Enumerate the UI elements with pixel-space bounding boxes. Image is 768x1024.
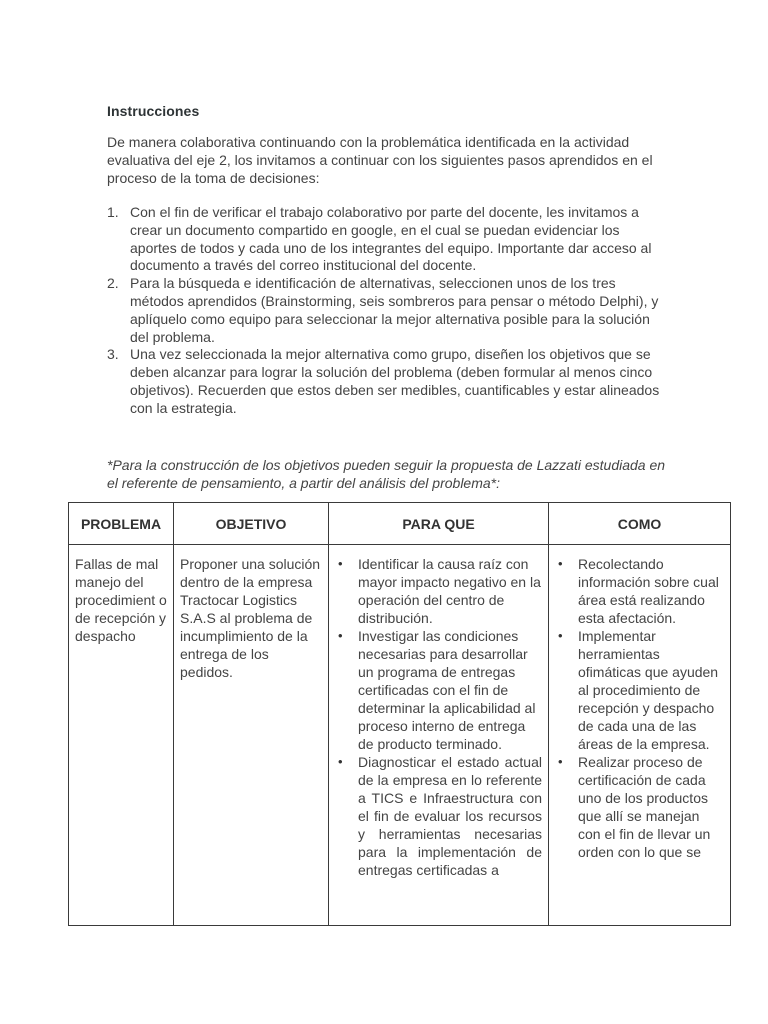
step-text: Una vez seleccionada la mejor alternativa como grupo, diseñen los objetivos que se deben alcanzar para lograr la solución del problema (deben formular al menos cinco objetivos). Recuerden que estos deben ser medibles, cuantificables y estar alineados con la estrategia. [130,346,660,416]
step-text: Con el fin de verificar el trabajo colaborativo por parte del docente, les invitamos a crear un documento compartido en google, en el cual se puedan evidenciar los aportes de todos y cada uno de los integrantes del equipo. Importante dar acceso al documento a través del correo institucional del docente. [130,204,652,274]
cell-objetivo [174,545,329,926]
cell-como [549,545,731,926]
step-number: 2. [107,275,119,292]
header-para-que: PARA QUE [329,503,549,545]
step-number: 3. [107,346,119,363]
instructions-heading: Instrucciones [107,103,200,119]
para-que-list [335,555,542,879]
header-como: COMO [549,503,731,545]
list-item: • Investigar las condiciones necesarias para desarrollar un programa de entregas certificadas con el fin de determinar la aplicabilidad al proceso interno de entrega de producto terminado. [335,627,542,753]
step-number: 1. [107,204,119,220]
intro-paragraph: De manera colaborativa continuando con la problemática identificada en la actividad evaluativa del eje 2, los invitamos a continuar con los siguientes pasos aprendidos en el proceso de la toma de decisiones: [107,134,653,186]
lazzati-note: *Para la construcción de los objetivos pueden seguir la propuesta de Lazzati estudiada en el referente de pensamiento, a partir del análisis del problema*: [107,457,666,491]
step-item [107,275,667,346]
header-objetivo: OBJETIVO [174,503,329,545]
list-item: • Implementar herramientas ofimáticas que ayuden al procedimiento de recepción y despacho de cada una de las áreas de la empresa. [555,627,724,753]
objectives-table [68,502,731,926]
header-problema: PROBLEMA [69,503,174,545]
problema-text: Fallas de mal manejo del procedimient o de recepción y despacho [75,556,167,644]
list-item: • Realizar proceso de certificación de cada uno de los productos que allí se manejan con el fin de llevar un orden con lo que se [555,753,724,861]
cell-para-que [329,545,549,926]
list-item: • Diagnosticar el estado actual de la empresa en lo referente a TICS e Infraestructura con el fin de evaluar los recursos y herramientas necesarias para la implementación de entregas certificadas a [335,753,542,879]
cell-problema [69,545,174,926]
list-item: • Recolectando información sobre cual área está realizando esta afectación. [555,555,724,627]
como-list [555,555,724,861]
step-text: Para la búsqueda e identificación de alternativas, seleccionen unos de los tres métodos aprendidos (Brainstorming, seis sombreros para pensar o método Delphi), y aplíquelo como equipo para seleccionar la mejor alternativa posible para la solución del problema. [130,275,659,345]
step-item [107,204,667,275]
steps-list [107,204,667,418]
objetivo-text: Proponer una solución dentro de la empresa Tractocar Logistics S.A.S al problema de incumplimiento de la entrega de los pedidos. [180,556,321,680]
step-item [107,346,667,417]
table-row [69,545,731,926]
table-header-row [69,503,731,545]
list-item: • Identificar la causa raíz con mayor impacto negativo en la operación del centro de distribución. [335,555,542,627]
